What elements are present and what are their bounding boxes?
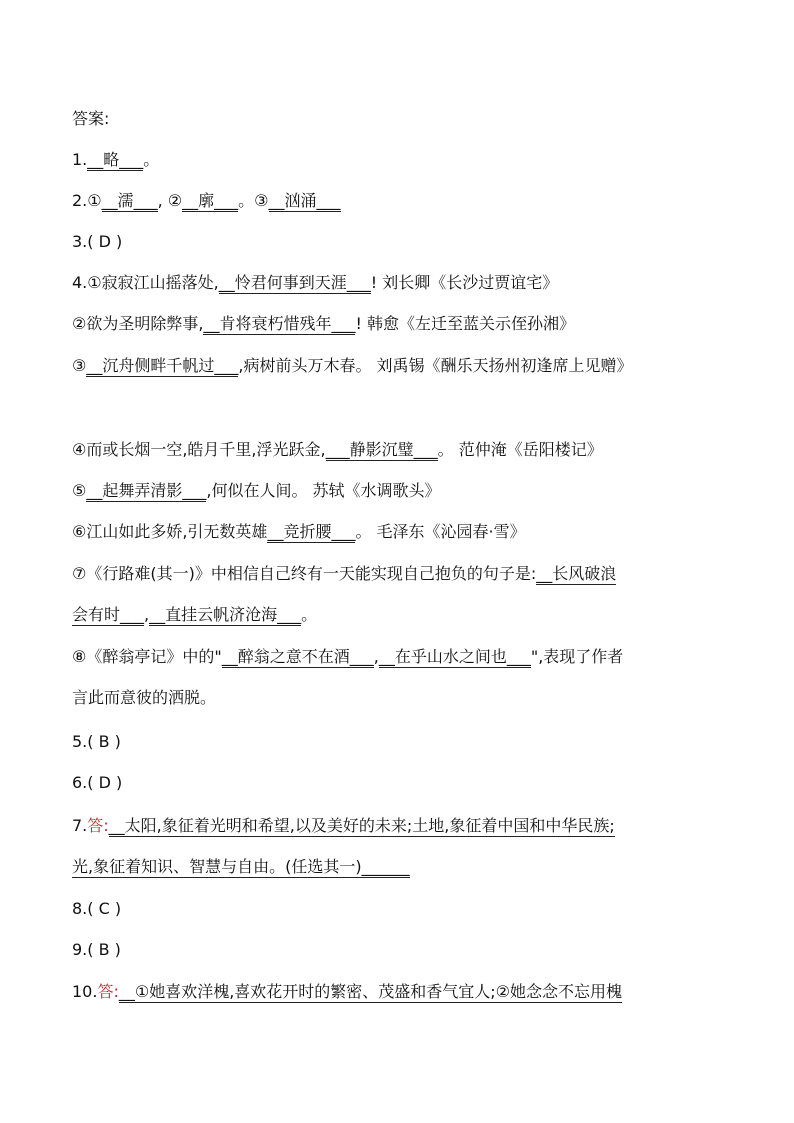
answer-7-blank-2: 光,象征着知识、智慧与自由。(任选其一)______	[72, 857, 410, 876]
answer-4-blank-3: __沉舟侧畔千帆过___	[86, 356, 239, 375]
answer-5: 5.( B )	[72, 732, 121, 751]
answer-4-line-9: ⑧《醉翁亭记》中的"__醉翁之意不在酒___,__在乎山水之间也___",表现了作者	[72, 647, 624, 666]
answer-4-line-5: ⑤__起舞弄清影___,何似在人间。 苏轼《水调歌头》	[72, 481, 441, 500]
answer-2a-blank: __濡___	[101, 191, 158, 210]
answer-10-line-1: 10.答:__①她喜欢洋槐,喜欢花开时的繁密、茂盛和香气宜人;②她念念不忘用槐	[72, 982, 623, 1001]
answer-1-blank: __略___	[87, 150, 144, 169]
answer-4-line-2: ②欲为圣明除弊事,__肯将衰朽惜残年___! 韩愈《左迁至蓝关示侄孙湘》	[72, 314, 575, 333]
answer-4-blank-4: ___静影沉璧___	[325, 440, 438, 459]
answer-4-blank-5: __起舞弄清影___	[86, 481, 207, 500]
answer-4-line-8: 会有时___,__直挂云帆济沧海___。	[72, 605, 318, 624]
answer-4-blank-2: __肯将衰朽惜残年___	[203, 314, 356, 333]
answer-2c-blank: __汹涌___	[268, 191, 341, 210]
answer-4-line-4: ④而或长烟一空,皓月千里,浮光跃金,___静影沉璧___。 范仲淹《岳阳楼记》	[72, 440, 603, 459]
answer-4-blank-1: __怜君何事到天涯___	[218, 273, 371, 292]
answer-4-blank-7a: __长风破浪	[536, 564, 617, 583]
answer-4-line-6: ⑥江山如此多娇,引无数英雄__竞折腰___。 毛泽东《沁园春·雪》	[72, 522, 526, 541]
answer-4-line-3: ③__沉舟侧畔千帆过___,病树前头万木春。 刘禹锡《酬乐天扬州初逢席上见赠》	[72, 356, 633, 375]
answer-4-line-7: ⑦《行路难(其一)》中相信自己终有一天能实现自己抱负的句子是:__长风破浪	[72, 564, 617, 583]
answer-1: 1.__略___。	[72, 150, 160, 169]
answer-heading: 答案:	[72, 109, 110, 128]
answer-2b-blank: __廓___	[182, 191, 239, 210]
answer-3: 3.( D )	[72, 232, 123, 251]
answer-4-blank-6: __竞折腰___	[267, 522, 356, 541]
answer-4-line-1: 4.①寂寂江山摇落处,__怜君何事到天涯___! 刘长卿《长沙过贾谊宅》	[72, 273, 559, 292]
answer-7-line-2	[72, 856, 410, 878]
answer-7-blank-1: __太阳,象征着光明和希望,以及美好的未来;土地,象征着中国和中华民族;	[108, 816, 615, 835]
answer-4-blank-8a: __醉翁之意不在酒___	[221, 647, 374, 666]
answer-6: 6.( D )	[72, 773, 123, 792]
answer-7-line-1: 7.答:__太阳,象征着光明和希望,以及美好的未来;土地,象征着中国和中华民族;	[72, 816, 615, 835]
answer-label: 答:	[87, 816, 109, 835]
answer-10-blank-1: __①她喜欢洋槐,喜欢花开时的繁密、茂盛和香气宜人;②她念念不忘用槐	[118, 982, 623, 1001]
answer-9: 9.( B )	[72, 940, 121, 959]
answer-2: 2.①__濡___, ②__廓___。③__汹涌___	[72, 191, 341, 210]
answer-4-blank-7b: 会有时___	[72, 605, 145, 624]
answer-4-blank-8b: __在乎山水之间也___	[378, 647, 531, 666]
answer-4-line-10: 言此而意彼的洒脱。	[72, 688, 217, 707]
answer-label: 答:	[97, 982, 119, 1001]
answer-8: 8.( C )	[72, 899, 122, 918]
answer-4-blank-7c: __直挂云帆济沧海___	[149, 605, 302, 624]
